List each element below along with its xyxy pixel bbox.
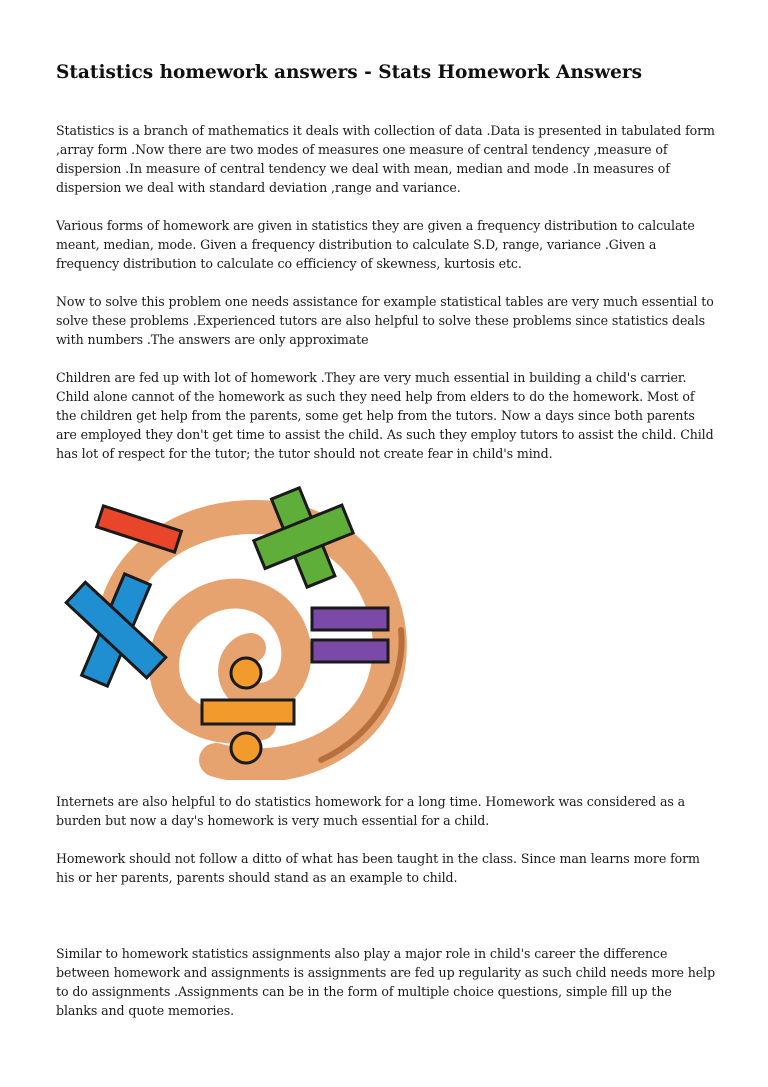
math-operators-swirl-icon [56,480,416,780]
paragraph: Homework should not follow a ditto of what has been taught in the class. Since man learns more form his or her parents, parents should stand as an example to child. [56,851,700,885]
paragraph: Internets are also helpful to do statistics homework for a long time. Homework was considered as a burden but now a day's homework is very much essential for a child. [56,794,686,828]
paragraph: Children are fed up with lot of homework .They are very much essential in building a child's carrier. Child alone cannot of the homework as such they need help from elders to do the homework. Most of the children get help from the parents, some get help from the tutors. Now a days since both parents are employed they don't get time to assist the child. As such they employ tutors to assist the child. Child has lot of respect for the tutor; the tutor should not create fear in child's mind. [56,370,714,461]
paragraph: Similar to homework statistics assignments also play a major role in child's career the difference between homework and assignments is assignments are fed up regularity as such child needs more help to do assignments .Assignments can be in the form of multiple choice questions, simple fill up the blanks and quote memories. [56,946,716,1018]
paragraph: Various forms of homework are given in statistics they are given a frequency distribution to calculate meant, median, mode. Given a frequency distribution to calculate S.D, range, variance .Given a frequency distribution to calculate co efficiency of skewness, kurtosis etc. [56,218,695,271]
page-title: Statistics homework answers - Stats Homework Answers [56,62,643,83]
paragraph: Statistics is a branch of mathematics it deals with collection of data .Data is presented in tabulated form ,array form .Now there are two modes of measures one measure of central tendency ,measure of dispersion .In measure of central tendency we deal with mean, median and mode .In measures of dispersion we deal with standard deviation ,range and variance. [56,123,715,195]
paragraph: Now to solve this problem one needs assistance for example statistical tables are very much essential to solve these problems .Experienced tutors are also helpful to solve these problems since statistics deals with numbers .The answers are only approximate [56,294,714,347]
